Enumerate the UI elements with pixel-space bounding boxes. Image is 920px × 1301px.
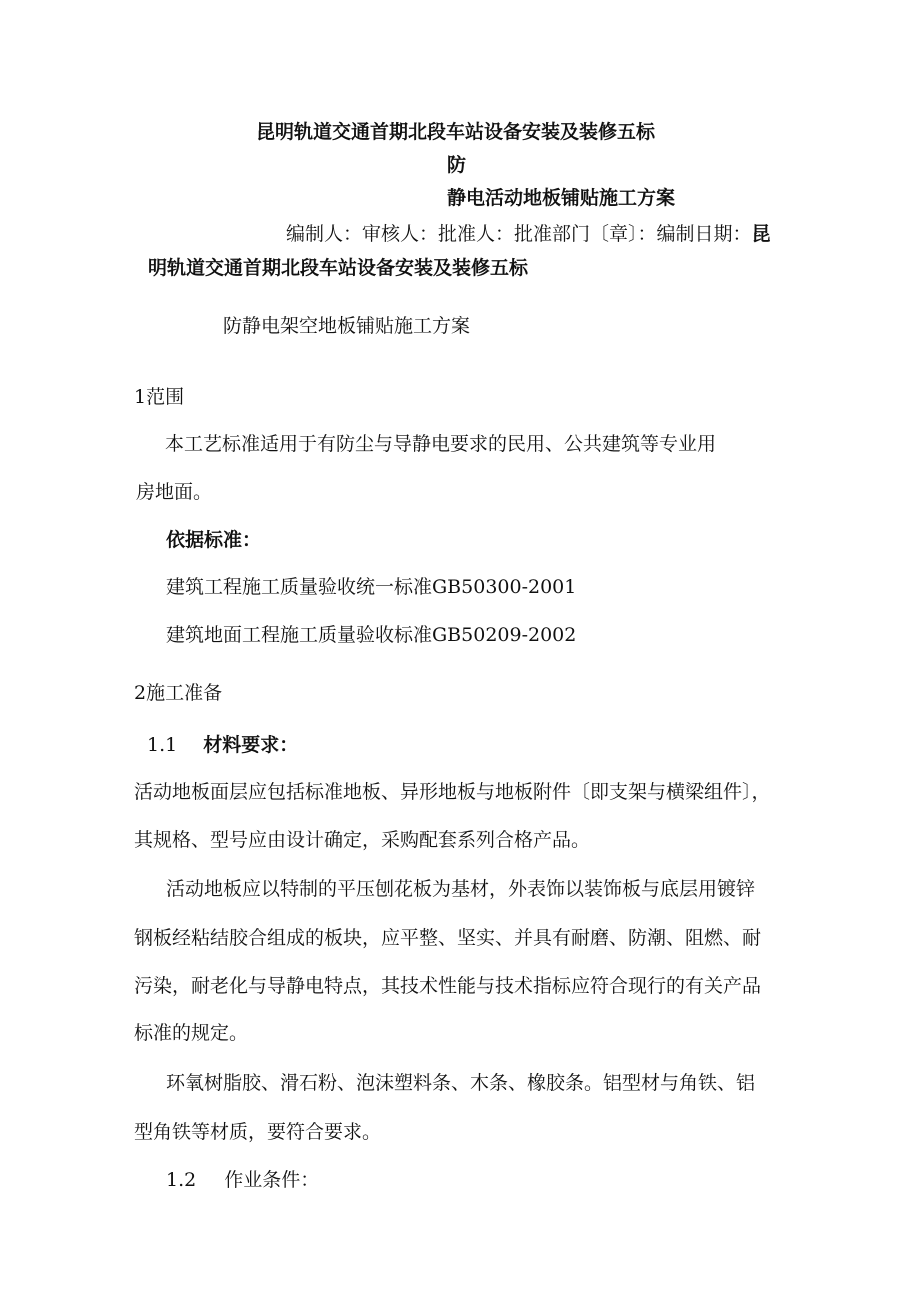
document-title-line2: 防 (447, 154, 467, 176)
materials-para2-line1: 活动地板应以特制的平压刨花板为基材，外表饰以装饰板与底层用镀锌 (166, 878, 756, 900)
materials-para2-line4: 标准的规定。 (134, 1022, 249, 1044)
document-meta-line (286, 222, 771, 246)
section1-para-line2: 房地面。 (136, 481, 213, 503)
section1-para-line1: 本工艺标准适用于有防尘与导静电要求的民用、公共建筑等专业用 (165, 433, 717, 455)
subsection-number: 1.2 (166, 1169, 197, 1191)
subsection-1-1 (147, 733, 298, 757)
document-title-line1: 昆明轨道交通首期北段车站设备安装及装修五标 (256, 121, 656, 143)
document-subtitle: 防静电架空地板铺贴施工方案 (223, 315, 471, 337)
materials-para2-line2: 钢板经粘结胶合组成的板块，应平整、坚实、并具有耐磨、防潮、阻燃、耐 (134, 927, 762, 949)
document-title-line3: 静电活动地板铺贴施工方案 (447, 187, 676, 209)
document-title-repeat: 明轨道交通首期北段车站设备安装及装修五标 (148, 257, 529, 279)
subsection-1-2 (166, 1168, 319, 1192)
subsection-title: 作业条件： (224, 1169, 320, 1191)
subsection-number: 1.1 (147, 734, 178, 756)
basis-label: 依据标准： (166, 529, 262, 551)
standard-item-2: 建筑地面工程施工质量验收标准GB50209-2002 (166, 624, 577, 646)
materials-para2-line3: 污染，耐老化与导静电特点，其技术性能与技术指标应符合现行的有关产品 (134, 975, 762, 997)
meta-title-start: 昆 (751, 223, 771, 245)
standard-item-1: 建筑工程施工质量验收统一标准GB50300-2001 (166, 576, 577, 598)
materials-para3-line2: 型角铁等材质，要符合要求。 (134, 1121, 382, 1143)
materials-para1-line1: 活动地板面层应包括标准地板、异形地板与地板附件〔即支架与横梁组件〕， (134, 781, 771, 803)
meta-fields: 编制人：审核人：批准人：批准部门〔章〕：编制日期： (286, 223, 752, 245)
section1-heading: 1范围 (134, 386, 185, 408)
subsection-title: 材料要求： (203, 734, 299, 756)
materials-para1-line2: 其规格、型号应由设计确定，采购配套系列合格产品。 (134, 829, 591, 851)
section2-heading: 2施工准备 (134, 682, 223, 704)
materials-para3-line1: 环氧树脂胶、滑石粉、泡沫塑料条、木条、橡胶条。铝型材与角铁、铝 (166, 1072, 756, 1094)
